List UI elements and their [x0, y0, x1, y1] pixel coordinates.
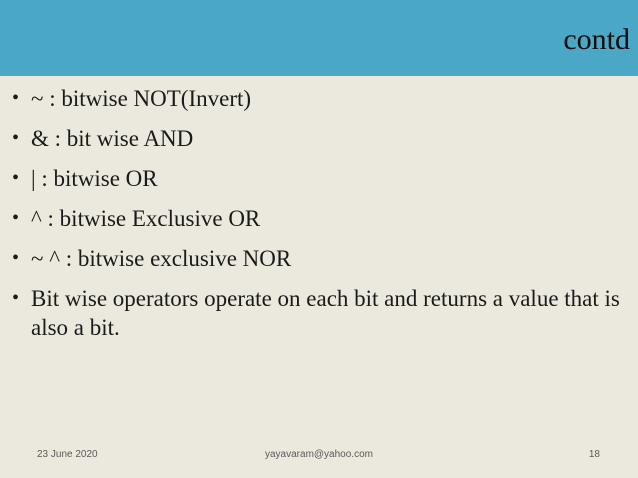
bullet-text: ^ : bitwise Exclusive OR [31, 206, 261, 231]
bullet-text: | : bitwise OR [31, 166, 158, 191]
bullet-item-or [12, 164, 622, 193]
bullet-marker: • [12, 287, 20, 309]
bullet-text: Bit wise operators operate on each bit and returns a value that is also a bit. [31, 286, 620, 340]
bullet-text: ~ : bitwise NOT(Invert) [31, 86, 252, 111]
bullet-marker: • [12, 207, 20, 229]
bullet-marker: • [12, 127, 20, 149]
bullet-item-and [12, 124, 622, 153]
bullet-item-xor [12, 204, 622, 233]
footer-date: 23 June 2020 [37, 449, 98, 460]
bullet-marker: • [12, 167, 20, 189]
bullet-text: & : bit wise AND [31, 126, 194, 151]
slide-title: contd [563, 23, 630, 56]
bullet-text: ~ ^ : bitwise exclusive NOR [31, 246, 292, 271]
bullet-item-not [12, 84, 622, 113]
footer-page-number: 18 [588, 449, 600, 460]
bullet-item-xnor [12, 244, 622, 273]
header-bar [0, 0, 638, 76]
bullet-marker: • [12, 87, 20, 109]
bullet-item-description [12, 284, 622, 342]
slide-footer [0, 449, 638, 465]
footer-email: yayavaram@yahoo.com [265, 449, 373, 460]
bullet-marker: • [12, 247, 20, 269]
bullet-list [12, 84, 622, 353]
